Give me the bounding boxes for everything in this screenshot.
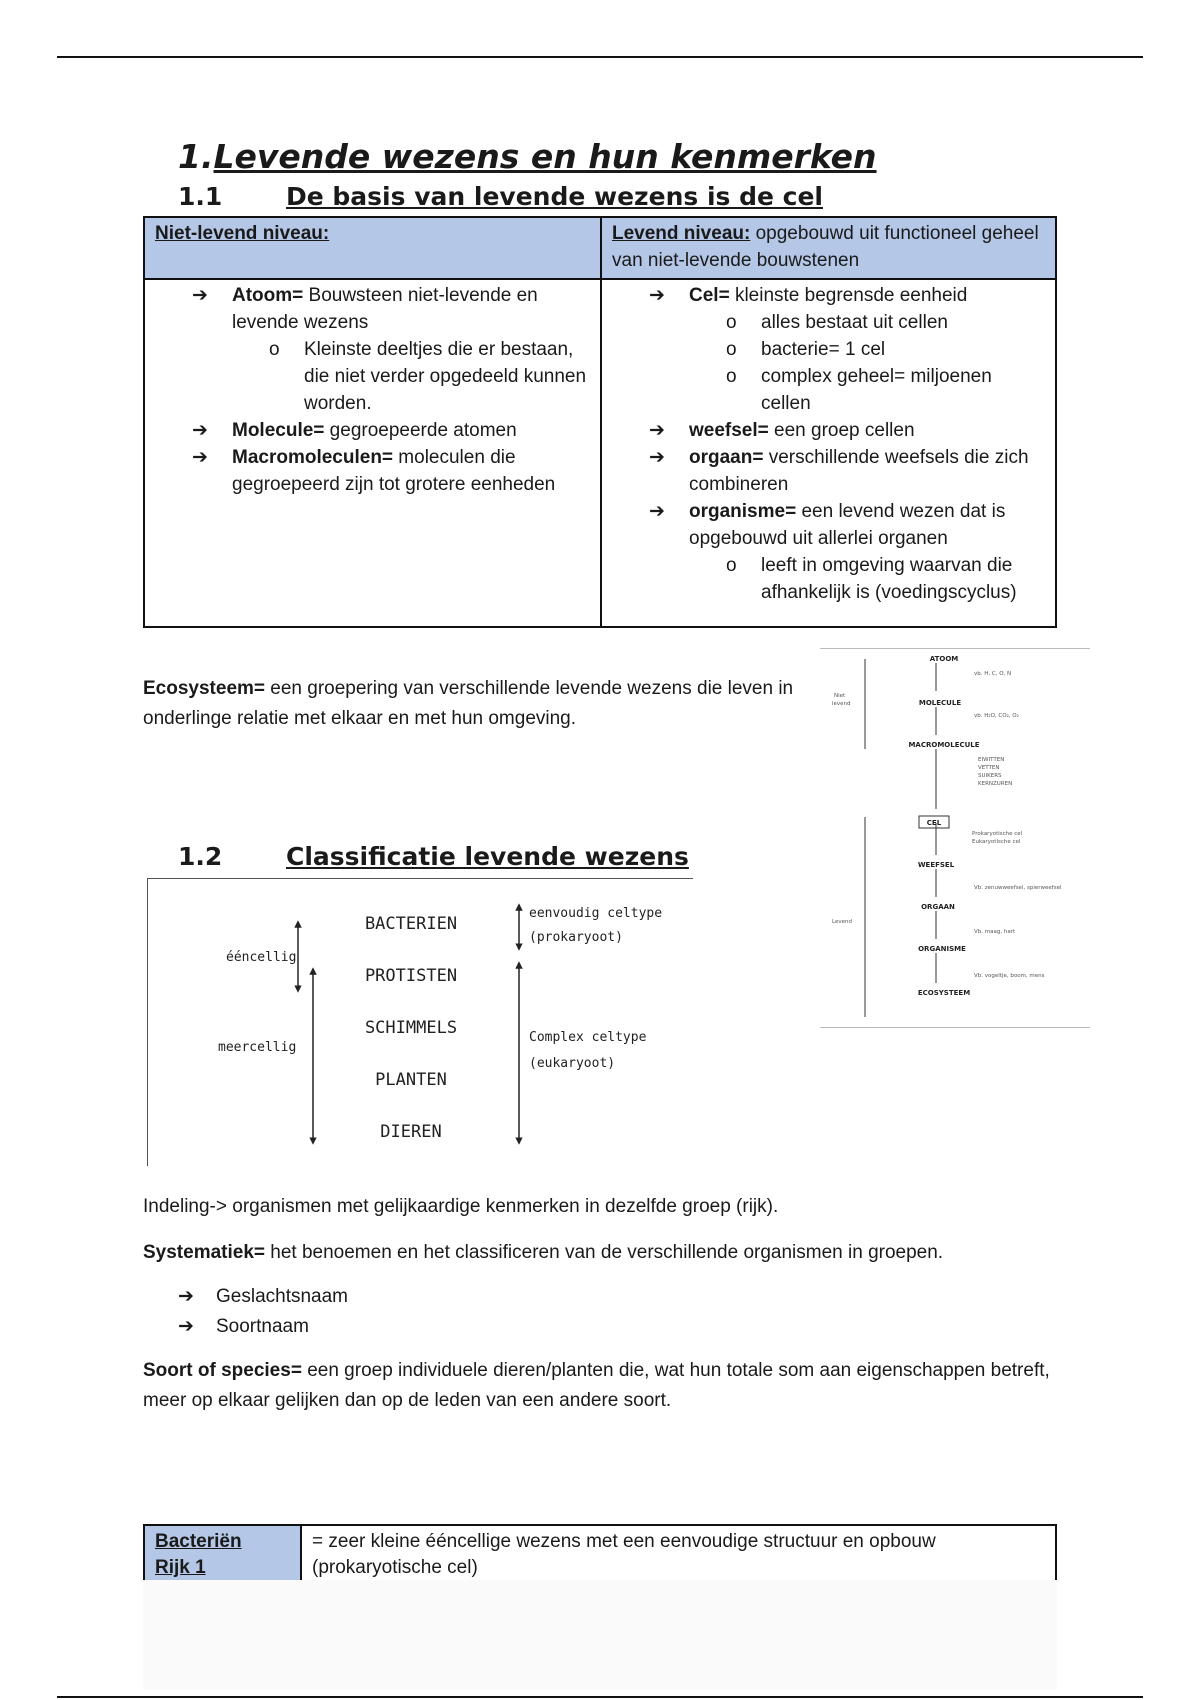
note: vb. H₂O, CO₂, O₂ <box>974 713 1019 719</box>
list-item: ➔ Geslachtsnaam <box>178 1282 348 1312</box>
group-protisten: PROTISTEN <box>364 966 458 986</box>
level-diagram <box>820 648 1090 1028</box>
arrow-icon: ➔ <box>649 447 665 468</box>
arrow-icon: ➔ <box>192 447 208 468</box>
note: KERNZUREN <box>978 781 1013 787</box>
arrow-icon: ➔ <box>178 1316 194 1337</box>
header-niet-levend: Niet-levend niveau: <box>144 217 601 279</box>
sub-item: o alles bestaat uit cellen <box>761 309 1045 336</box>
list-item: ➔ weefsel= een groep cellen <box>649 417 1045 444</box>
soort-paragraph: Soort of species= een groep individuele dieren/planten die, wat hun totale som aan eigenschappen betreft, meer op elkaar gelijken dan op de leden van een andere soort. <box>143 1360 1050 1411</box>
label-complex: Complex celtype <box>529 1030 647 1045</box>
header-levend: Levend niveau: opgebouwd uit functioneel geheel van niet-levende bouwstenen <box>601 217 1056 279</box>
group-bacterien: BACTERIEN <box>364 914 458 934</box>
circle-bullet-icon: o <box>726 312 737 333</box>
list-item: ➔ organisme= een levend wezen dat is opgebouwd uit allerlei organen o leeft in omgeving waarvan die afhankelijk is (voedingscyclus) <box>649 498 1045 606</box>
label-eencellig: ééncellig <box>226 950 297 965</box>
label-meercellig: meercellig <box>218 1040 297 1055</box>
naming-list <box>178 1282 348 1342</box>
arrow-icon: ➔ <box>649 420 665 441</box>
rijk-description: = zeer kleine ééncellige wezens met een eenvoudige structuur en opbouw (prokaryotische cel) <box>301 1525 1056 1585</box>
group-schimmels: SCHIMMELS <box>364 1018 458 1038</box>
classification-diagram <box>147 878 693 1166</box>
arrow-icon: ➔ <box>649 501 665 522</box>
label-eukaryoot: (eukaryoot) <box>529 1056 616 1071</box>
list-item: ➔ Atoom= Bouwsteen niet-levende en levende wezens o Kleinste deeltjes die er bestaan, die niet verder opgedeeld kunnen worden. <box>192 282 590 417</box>
list-item: ➔ Soortnaam <box>178 1312 348 1342</box>
arrow-icon: ➔ <box>192 420 208 441</box>
level-atoom: ATOOM <box>929 655 959 663</box>
note: Vb. zenuwweefsel, spierweefsel <box>974 885 1062 891</box>
list-item: ➔ Macromoleculen= moleculen die gegroepeerd zijn tot grotere eenheden <box>192 444 590 498</box>
top-rule <box>57 56 1143 58</box>
arrow-icon: ➔ <box>192 285 208 306</box>
side-label: Levend <box>832 919 852 925</box>
level-cel: CEL <box>926 819 942 827</box>
label-prokaryoot: (prokaryoot) <box>529 930 623 945</box>
sub-item: o leeft in omgeving waarvan die afhankelijk is (voedingscyclus) <box>761 552 1045 606</box>
faded-content-area <box>143 1580 1057 1690</box>
note: Vb. maag, hart <box>974 929 1016 935</box>
level-molecule: MOLECULE <box>918 699 962 707</box>
circle-bullet-icon: o <box>726 339 737 360</box>
systematiek-paragraph: Systematiek= het benoemen en het classificeren van de verschillende organismen in groepen. <box>143 1242 944 1263</box>
note: VETTEN <box>978 765 1000 771</box>
section-heading-1-1: 1.1 De basis van levende wezens is de cel <box>178 182 823 211</box>
note: vb. H, C, O, N <box>974 671 1012 677</box>
arrow-icon: ➔ <box>178 1286 194 1307</box>
page-title: 1.Levende wezens en hun kenmerken <box>178 137 877 176</box>
bottom-rule <box>57 1696 1143 1698</box>
circle-bullet-icon: o <box>726 555 737 576</box>
note: EIWITTEN <box>978 757 1005 763</box>
arrow-icon: ➔ <box>649 285 665 306</box>
group-planten: PLANTEN <box>375 1070 447 1090</box>
group-dieren: DIEREN <box>380 1122 442 1142</box>
level-orgaan: ORGAAN <box>921 903 955 911</box>
side-label: Niet <box>834 693 846 699</box>
cell-niet-levend <box>144 279 601 627</box>
note: SUIKERS <box>978 773 1002 779</box>
level-weefsel: WEEFSEL <box>917 861 955 869</box>
circle-bullet-icon: o <box>726 366 737 387</box>
level-organisme: ORGANISME <box>918 945 966 953</box>
cell-levend <box>601 279 1056 627</box>
label-simple: eenvoudig celtype <box>529 906 663 921</box>
sub-item: o bacterie= 1 cel <box>761 336 1045 363</box>
note: Prokaryotische cel <box>972 831 1023 837</box>
note: Eukaryotische cel <box>972 839 1021 845</box>
ecosysteem-paragraph: Ecosysteem= een groepering van verschillende levende wezens die leven in onderlinge relatie met elkaar en met hun omgeving. <box>143 678 794 729</box>
sub-item: o complex geheel= miljoenen cellen <box>761 363 1045 417</box>
levels-table <box>143 216 1057 628</box>
level-macromolecule: MACROMOLECULE <box>908 741 980 749</box>
rijk-label: Bacteriën Rijk 1 <box>144 1525 301 1585</box>
note: Vb. vogeltje, boom, mens <box>974 973 1045 979</box>
list-item: ➔ Cel= kleinste begrensde eenheid o alles bestaat uit cellen o bacterie= 1 cel o complex geheel= miljoenen cellen <box>649 282 1045 417</box>
list-item: ➔ Molecule= gegroepeerde atomen <box>192 417 590 444</box>
side-label: levend <box>832 701 851 707</box>
level-ecosysteem: ECOSYSTEEM <box>917 989 971 997</box>
sub-item: o Kleinste deeltjes die er bestaan, die niet verder opgedeeld kunnen worden. <box>304 336 590 417</box>
indeling-paragraph: Indeling-> organismen met gelijkaardige kenmerken in dezelfde groep (rijk). <box>143 1196 779 1217</box>
circle-bullet-icon: o <box>269 339 280 360</box>
list-item: ➔ orgaan= verschillende weefsels die zich combineren <box>649 444 1045 498</box>
rijk-table <box>143 1524 1057 1586</box>
section-heading-1-2: 1.2 Classificatie levende wezens <box>178 842 689 871</box>
